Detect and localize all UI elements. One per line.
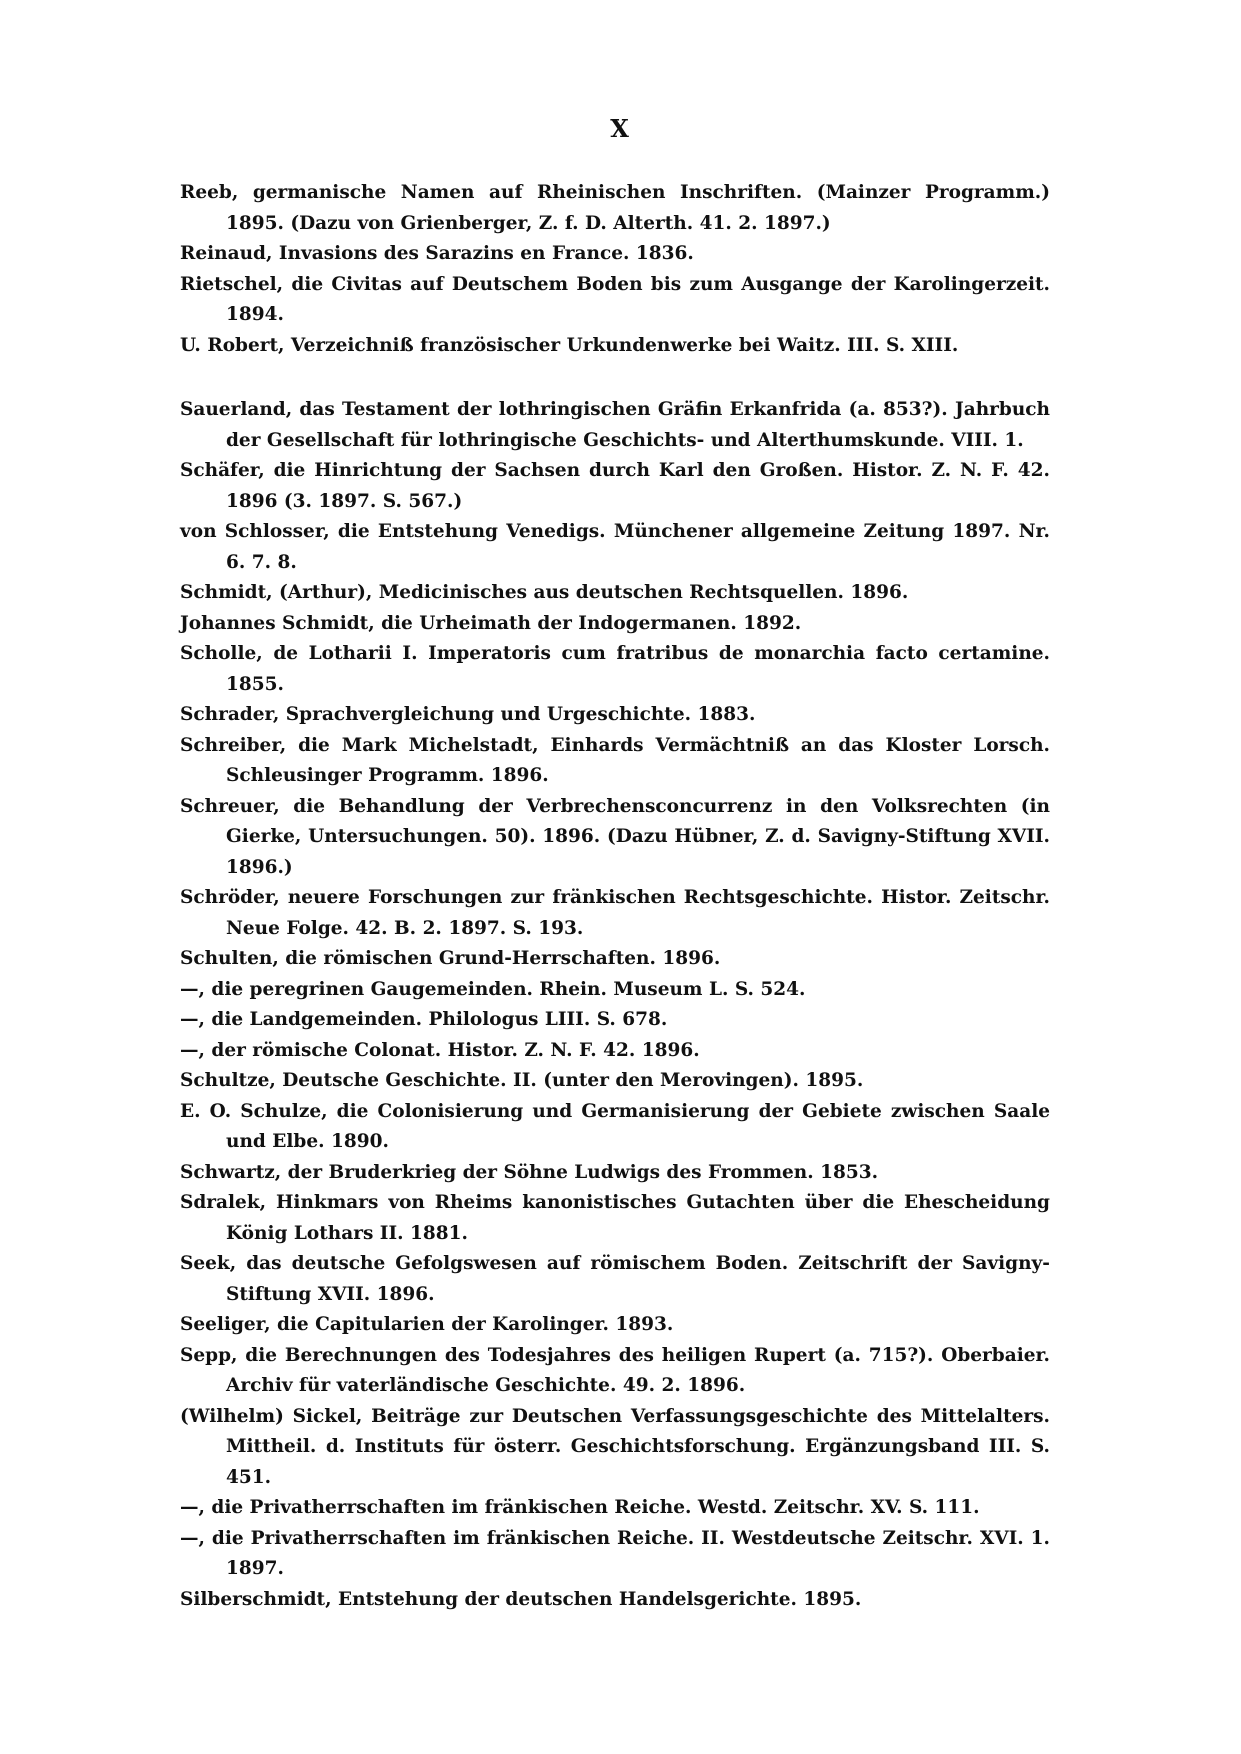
bib-entry: Schäfer, die Hinrichtung der Sachsen durch Karl den Großen. Histor. Z. N. F. 42. 1896 (3. 1897. S. 567.) [180, 460, 1050, 512]
bib-entry: (Wilhelm) Sickel, Beiträge zur Deutschen Verfassungsgeschichte des Mittelalters. Mittheil. d. Instituts für österr. Geschichtsforschung. Ergänzungsband III. S. 451. [180, 1405, 1050, 1488]
bib-entry: Schmidt, (Arthur), Medicinisches aus deutschen Rechtsquellen. 1896. [180, 582, 909, 603]
bib-entry: von Schlosser, die Entstehung Venedigs. Münchener allgemeine Zeitung 1897. Nr. 6. 7. 8. [180, 521, 1050, 573]
bib-entry: Schröder, neuere Forschungen zur fränkischen Rechtsgeschichte. Histor. Zeitschr. Neue Folge. 42. B. 2. 1897. S. 193. [180, 887, 1050, 939]
bib-entry: Reinaud, Invasions des Sarazins en France. 1836. [180, 243, 694, 264]
bib-entry: Sdralek, Hinkmars von Rheims kanonistisches Gutachten über die Ehescheidung König Lothars II. 1881. [180, 1192, 1050, 1244]
bib-entry: Schultze, Deutsche Geschichte. II. (unter den Merovingen). 1895. [180, 1070, 864, 1091]
bib-entry: Reeb, germanische Namen auf Rheinischen Inschriften. (Mainzer Programm.) 1895. (Dazu von Grienberger, Z. f. D. Alterth. 41. 2. 1897.) [180, 182, 1050, 234]
bibliography-list [180, 178, 1050, 1615]
bib-entry: —, die peregrinen Gaugemeinden. Rhein. Museum L. S. 524. [180, 978, 806, 1000]
bib-entry: —, die Privatherrschaften im fränkischen Reiche. II. Westdeutsche Zeitschr. XVI. 1. 1897. [180, 1527, 1050, 1579]
bib-entry: Schwartz, der Bruderkrieg der Söhne Ludwigs des Frommen. 1853. [180, 1161, 879, 1183]
bib-entry: Johannes Schmidt, die Urheimath der Indogermanen. 1892. [180, 612, 802, 634]
bib-entry: Rietschel, die Civitas auf Deutschem Boden bis zum Ausgange der Karolingerzeit. 1894. [180, 273, 1050, 325]
bib-entry: —, der römische Colonat. Histor. Z. N. F. 42. 1896. [180, 1039, 700, 1061]
bib-entry: Schreuer, die Behandlung der Verbrechensconcurrenz in den Volksrechten (in Gierke, Untersuchungen. 50). 1896. (Dazu Hübner, Z. d. Savigny-Stiftung XVII. 1896.) [180, 795, 1050, 878]
bib-entry: Seeliger, die Capitularien der Karolinger. 1893. [180, 1314, 674, 1335]
bib-entry: Schreiber, die Mark Michelstadt, Einhards Vermächtniß an das Kloster Lorsch. Schleusinger Programm. 1896. [180, 734, 1050, 786]
bib-entry: Silberschmidt, Entstehung der deutschen Handelsgerichte. 1895. [180, 1588, 862, 1610]
bib-entry: Seek, das deutsche Gefolgswesen auf römischem Boden. Zeitschrift der Savigny-Stiftung XVII. 1896. [180, 1253, 1050, 1305]
bib-entry: Sauerland, das Testament der lothringischen Gräfin Erkanfrida (a. 853?). Jahrbuch der Gesellschaft für lothringische Geschichts- und Alterthumskunde. VIII. 1. [180, 399, 1050, 451]
bib-entry: Sepp, die Berechnungen des Todesjahres des heiligen Rupert (a. 715?). Oberbaier. Archiv für vaterländische Geschichte. 49. 2. 1896. [180, 1344, 1050, 1396]
bib-entry: E. O. Schulze, die Colonisierung und Germanisierung der Gebiete zwischen Saale und Elbe. 1890. [180, 1100, 1050, 1152]
bib-entry: —, die Landgemeinden. Philologus LIII. S. 678. [180, 1009, 668, 1030]
bib-entry: Schrader, Sprachvergleichung und Urgeschichte. 1883. [180, 704, 756, 725]
bib-entry: Schulten, die römischen Grund-Herrschaften. 1896. [180, 948, 721, 969]
bib-entry: Scholle, de Lotharii I. Imperatoris cum fratribus de monarchia facto certamine. 1855. [180, 643, 1050, 695]
page-number: X [610, 114, 631, 143]
bib-entry: —, die Privatherrschaften im fränkischen Reiche. Westd. Zeitschr. XV. S. 111. [180, 1497, 980, 1518]
bib-entry: U. Robert, Verzeichniß französischer Urkundenwerke bei Waitz. III. S. XIII. [180, 334, 959, 356]
section-gap [180, 361, 1050, 395]
